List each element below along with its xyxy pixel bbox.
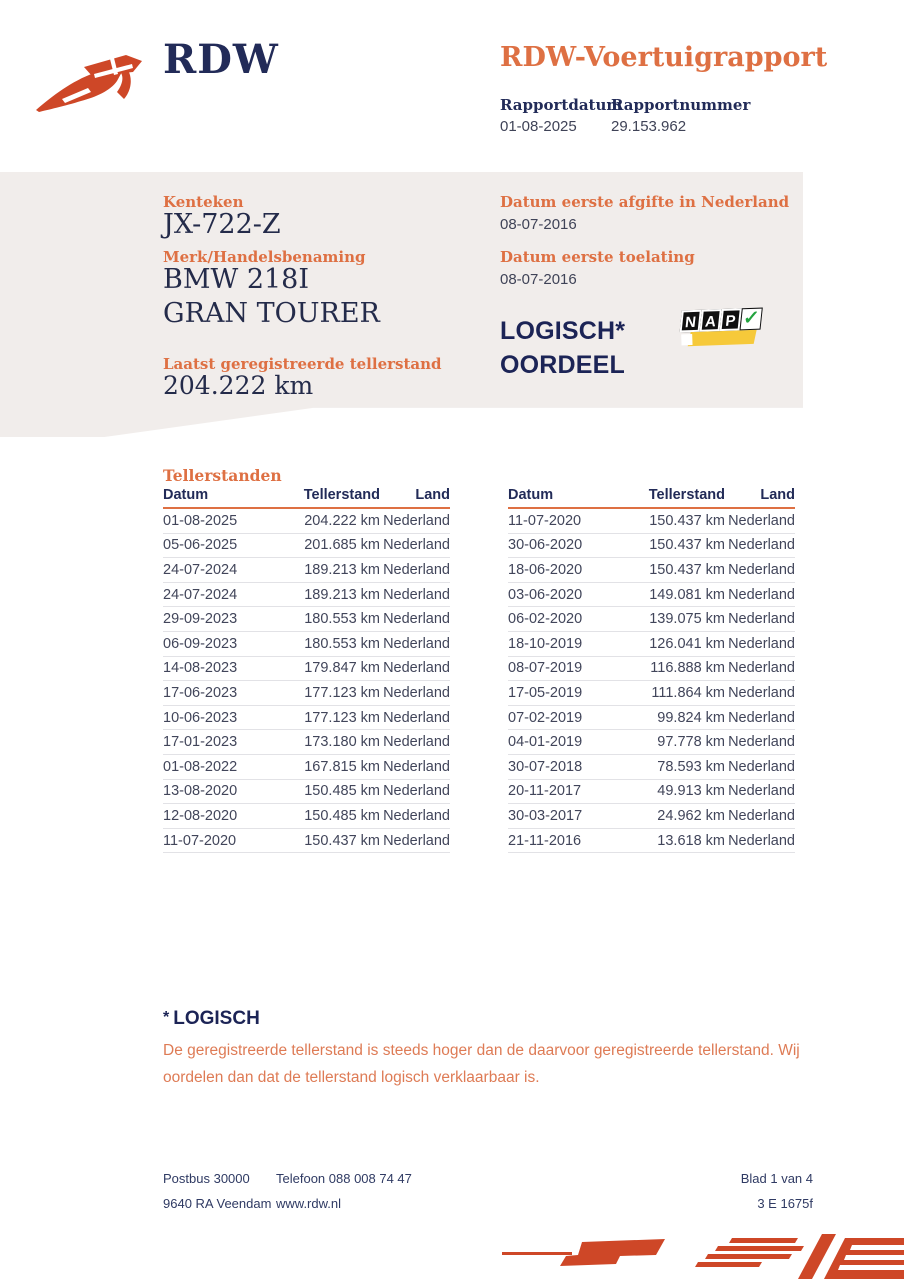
cell-land: Nederland — [383, 758, 450, 775]
table-row — [508, 706, 795, 731]
cell-land: Nederland — [383, 832, 450, 849]
table-row — [508, 509, 795, 534]
cell-tellerstand: 189.213 km — [304, 561, 380, 578]
table-row — [163, 829, 450, 854]
cell-datum: 17-06-2023 — [163, 684, 238, 701]
cell-tellerstand: 150.485 km — [304, 783, 380, 800]
cell-datum: 01-08-2022 — [163, 758, 238, 775]
kenteken-label: Kenteken — [163, 193, 244, 211]
tellerstanden-section-title: Tellerstanden — [163, 466, 282, 485]
table-row — [508, 829, 795, 854]
page-title: RDW-Voertuigrapport — [500, 42, 828, 73]
cell-tellerstand: 179.847 km — [304, 660, 380, 677]
table-row — [508, 681, 795, 706]
cell-tellerstand: 177.123 km — [304, 684, 380, 701]
cell-land: Nederland — [383, 807, 450, 824]
cell-tellerstand: 150.437 km — [304, 832, 380, 849]
toelating-label: Datum eerste toelating — [500, 248, 695, 266]
table-row — [508, 632, 795, 657]
table-row — [163, 583, 450, 608]
table-row — [163, 607, 450, 632]
footer-page-number: Blad 1 van 4 — [740, 1171, 813, 1186]
cell-land: Nederland — [728, 611, 795, 628]
asterisk: * — [163, 1009, 170, 1026]
cell-tellerstand: 201.685 km — [304, 537, 380, 554]
cell-land: Nederland — [383, 684, 450, 701]
merk-value: BMW 218I GRAN TOURER — [163, 264, 380, 329]
report-date-label: Rapportdatum — [500, 96, 623, 114]
cell-datum: 30-06-2020 — [508, 537, 583, 554]
cell-tellerstand: 78.593 km — [657, 758, 725, 775]
table-row — [508, 657, 795, 682]
cell-tellerstand: 173.180 km — [304, 734, 380, 751]
footer-website-link[interactable] — [276, 1196, 341, 1211]
cell-land: Nederland — [728, 512, 795, 529]
table-row — [508, 804, 795, 829]
afgifte-label: Datum eerste afgifte in Nederland — [500, 193, 790, 211]
cell-tellerstand: 180.553 km — [304, 611, 380, 628]
cell-datum: 05-06-2025 — [163, 537, 238, 554]
website-url[interactable]: www.rdw.nl — [276, 1196, 342, 1211]
cell-datum: 12-08-2020 — [163, 807, 238, 824]
cell-datum: 21-11-2016 — [508, 832, 582, 849]
tellerstand-label: Laatst geregistreerde tellerstand — [163, 355, 442, 373]
merk-label: Merk/Handelsbenaming — [163, 248, 366, 266]
nap-letter-tile: N — [680, 310, 702, 333]
rdw-feather-logo-icon — [34, 50, 146, 118]
cell-tellerstand: 116.888 km — [650, 660, 725, 677]
table-row — [508, 583, 795, 608]
cell-tellerstand: 177.123 km — [304, 709, 380, 726]
header-datum: Datum — [508, 487, 554, 503]
cell-datum: 13-08-2020 — [163, 783, 238, 800]
cell-land: Nederland — [728, 635, 795, 652]
logisch-title-text: LOGISCH — [173, 1008, 260, 1029]
cell-tellerstand: 97.778 km — [657, 734, 725, 751]
cell-datum: 08-07-2019 — [508, 660, 583, 677]
table-row — [163, 632, 450, 657]
cell-tellerstand: 180.553 km — [304, 635, 380, 652]
cell-datum: 18-06-2020 — [508, 561, 583, 578]
cell-land: Nederland — [383, 709, 450, 726]
cell-datum: 24-07-2024 — [163, 561, 238, 578]
cell-land: Nederland — [728, 684, 795, 701]
table-row — [508, 534, 795, 559]
tellerstanden-table-right — [508, 487, 795, 853]
afgifte-value: 08-07-2016 — [500, 216, 577, 233]
cell-land: Nederland — [383, 783, 450, 800]
tellerstand-value: 204.222 km — [163, 371, 314, 400]
cell-tellerstand: 49.913 km — [657, 783, 725, 800]
cell-tellerstand: 204.222 km — [304, 512, 380, 529]
nap-letter-tile: P — [720, 308, 742, 331]
cell-datum: 06-02-2020 — [508, 611, 583, 628]
cell-land: Nederland — [383, 586, 450, 603]
cell-land: Nederland — [728, 586, 795, 603]
cell-datum: 18-10-2019 — [508, 635, 583, 652]
nap-logo — [677, 305, 766, 352]
table-header-row — [508, 487, 795, 509]
cell-datum: 11-07-2020 — [163, 832, 237, 849]
cell-datum: 04-01-2019 — [508, 734, 583, 751]
table-row — [163, 681, 450, 706]
cell-land: Nederland — [728, 660, 795, 677]
cell-land: Nederland — [728, 783, 795, 800]
table-row — [508, 780, 795, 805]
cell-datum: 24-07-2024 — [163, 586, 238, 603]
cell-land: Nederland — [728, 709, 795, 726]
cell-land: Nederland — [383, 635, 450, 652]
cell-land: Nederland — [383, 561, 450, 578]
cell-land: Nederland — [728, 537, 795, 554]
cell-land: Nederland — [383, 512, 450, 529]
footer-address-line1: Postbus 30000 — [163, 1171, 250, 1186]
header-land: Land — [415, 487, 450, 503]
table-row — [508, 730, 795, 755]
oordeel-line1: LOGISCH* — [500, 317, 626, 345]
table-body — [163, 509, 450, 853]
table-row — [163, 509, 450, 534]
cell-datum: 17-05-2019 — [508, 684, 583, 701]
cell-datum: 07-02-2019 — [508, 709, 583, 726]
table-row — [508, 607, 795, 632]
cell-land: Nederland — [728, 561, 795, 578]
nap-checkmark-icon: ✓ — [740, 308, 763, 331]
cell-tellerstand: 24.962 km — [657, 807, 725, 824]
table-row — [163, 558, 450, 583]
cell-tellerstand: 139.075 km — [649, 611, 725, 628]
nap-white-square — [681, 334, 692, 345]
cell-datum: 06-09-2023 — [163, 635, 238, 652]
cell-tellerstand: 150.485 km — [304, 807, 380, 824]
table-row — [163, 730, 450, 755]
cell-land: Nederland — [383, 611, 450, 628]
report-date-value: 01-08-2025 — [500, 118, 577, 135]
cell-land: Nederland — [383, 734, 450, 751]
cell-tellerstand: 111.864 km — [651, 684, 725, 701]
cell-datum: 10-06-2023 — [163, 709, 238, 726]
tellerstanden-table-left — [163, 487, 450, 853]
footer-address-line2: 9640 RA Veendam — [163, 1196, 272, 1211]
footer-doc-code: 3 E 1675f — [757, 1196, 813, 1211]
rdw-speed-stripes-graphic — [500, 1232, 904, 1280]
header-tellerstand: Tellerstand — [648, 487, 725, 503]
table-row — [163, 780, 450, 805]
table-row — [163, 804, 450, 829]
footer-phone: Telefoon 088 008 74 47 — [276, 1171, 412, 1186]
table-row — [508, 558, 795, 583]
oordeel-line2: OORDEEL — [500, 351, 626, 379]
cell-datum: 29-09-2023 — [163, 611, 238, 628]
cell-datum: 14-08-2023 — [163, 660, 238, 677]
cell-land: Nederland — [728, 758, 795, 775]
table-row — [163, 755, 450, 780]
cell-tellerstand: 126.041 km — [649, 635, 725, 652]
logisch-explanation-text: De geregistreerde tellerstand is steeds hoger dan de daarvoor geregistreerde tellerstand. Wij oordelen dan dat de tellerstand logisch verklaarbaar is. — [163, 1042, 800, 1086]
cell-tellerstand: 167.815 km — [304, 758, 380, 775]
cell-datum: 17-01-2023 — [163, 734, 238, 751]
table-row — [508, 755, 795, 780]
cell-datum: 30-03-2017 — [508, 807, 583, 824]
toelating-value: 08-07-2016 — [500, 271, 577, 288]
header-datum: Datum — [163, 487, 209, 503]
oordeel-verdict — [500, 314, 625, 382]
cell-land: Nederland — [383, 660, 450, 677]
rdw-logo-text: RDW — [163, 36, 279, 83]
logisch-explanation-title — [163, 1008, 260, 1030]
cell-datum: 20-11-2017 — [508, 783, 582, 800]
cell-tellerstand: 189.213 km — [304, 586, 380, 603]
cell-land: Nederland — [728, 734, 795, 751]
kenteken-value: JX-722-Z — [163, 209, 281, 240]
header-land: Land — [760, 487, 795, 503]
cell-tellerstand: 13.618 km — [657, 832, 725, 849]
cell-tellerstand: 99.824 km — [657, 709, 725, 726]
cell-datum: 01-08-2025 — [163, 512, 238, 529]
cell-land: Nederland — [728, 832, 795, 849]
cell-land: Nederland — [383, 537, 450, 554]
table-row — [163, 706, 450, 731]
report-number-label: Rapportnummer — [611, 96, 751, 114]
table-row — [163, 657, 450, 682]
cell-tellerstand: 150.437 km — [649, 537, 725, 554]
cell-tellerstand: 149.081 km — [649, 586, 725, 603]
cell-datum: 03-06-2020 — [508, 586, 583, 603]
nap-letter-tile: A — [700, 309, 722, 332]
cell-datum: 11-07-2020 — [508, 512, 582, 529]
report-number-value: 29.153.962 — [611, 118, 687, 135]
table-header-row — [163, 487, 450, 509]
table-body — [508, 509, 795, 853]
cell-datum: 30-07-2018 — [508, 758, 583, 775]
cell-tellerstand: 150.437 km — [649, 561, 725, 578]
table-row — [163, 534, 450, 559]
cell-tellerstand: 150.437 km — [649, 512, 725, 529]
header-tellerstand: Tellerstand — [303, 487, 380, 503]
cell-land: Nederland — [728, 807, 795, 824]
